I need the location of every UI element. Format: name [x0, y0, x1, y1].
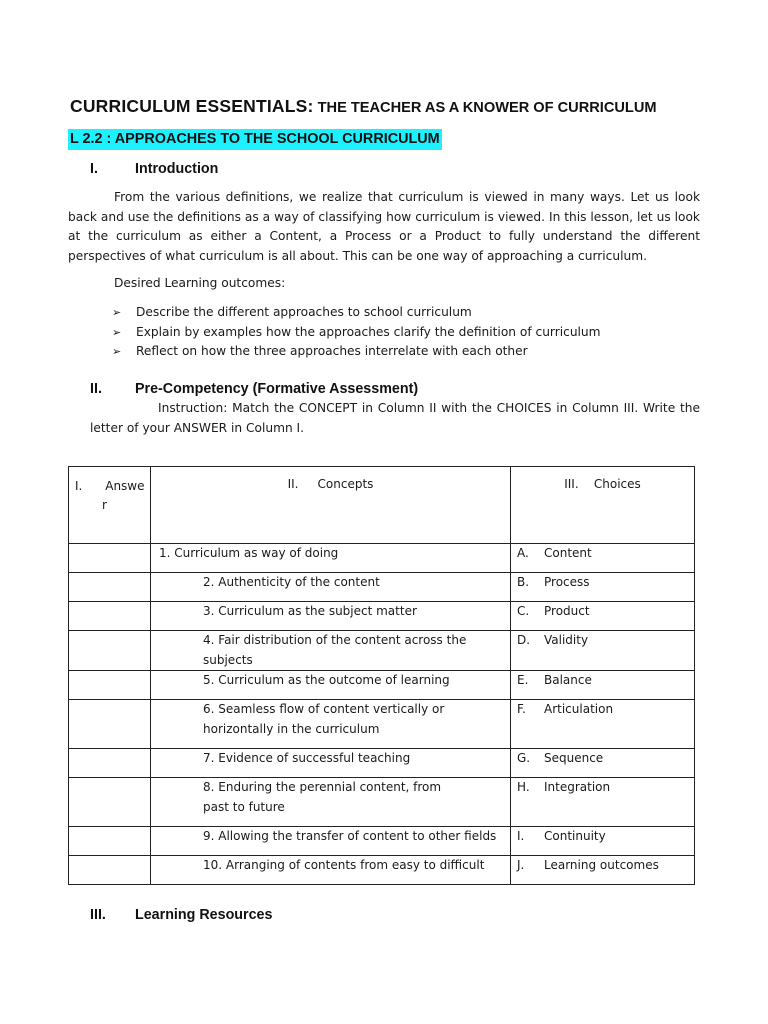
- list-item: ➢ Explain by examples how the approaches clarify the definition of curriculum: [112, 323, 601, 343]
- outcomes-label: Desired Learning outcomes:: [114, 276, 286, 290]
- title-sub: THE TEACHER AS A KNOWER OF CURRICULUM: [313, 100, 657, 116]
- section-3-title: Learning Resources: [135, 907, 273, 923]
- column-header-choices: III. Choices: [511, 467, 695, 544]
- table-row: [69, 700, 695, 749]
- choice-cell: I. Continuity: [511, 827, 695, 856]
- concept-cell: 7. Evidence of successful teaching: [151, 749, 511, 778]
- answer-cell[interactable]: [69, 749, 151, 778]
- section-2-heading: [90, 379, 418, 399]
- concept-cell: 3. Curriculum as the subject matter: [151, 602, 511, 631]
- choice-cell: B. Process: [511, 573, 695, 602]
- section-2-number: II.: [90, 381, 102, 397]
- intro-paragraph: From the various definitions, we realize that curriculum is viewed in many ways. Let us look back and use the definitions as a way of classifying how curriculum is viewed. In this lesson, let us look at the curriculum as either a Content, a Process or a Product to fully understand the different perspectives of what curriculum is all about. This can be one way of approaching a curriculum.: [68, 190, 700, 264]
- table-header-row: [69, 467, 695, 544]
- section-1-heading: [90, 159, 218, 179]
- concept-cell: 1. Curriculum as way of doing: [151, 544, 511, 573]
- choice-cell: F. Articulation: [511, 700, 695, 749]
- table-row: [69, 544, 695, 573]
- list-item: ➢ Describe the different approaches to school curriculum: [112, 303, 601, 323]
- title-main: CURRICULUM ESSENTIALS:: [70, 96, 314, 116]
- outcomes-list: [112, 303, 601, 362]
- section-3-number: III.: [90, 907, 106, 923]
- answer-cell[interactable]: [69, 573, 151, 602]
- instruction-text: Instruction: Match the CONCEPT in Column II with the CHOICES in Column III. Write the letter of your ANSWER in Column I.: [90, 401, 700, 435]
- table-row: [69, 749, 695, 778]
- section-2-title: Pre-Competency (Formative Assessment): [135, 381, 419, 397]
- concept-cell: 2. Authenticity of the content: [151, 573, 511, 602]
- choice-cell: E. Balance: [511, 671, 695, 700]
- choice-cell: G. Sequence: [511, 749, 695, 778]
- table-row: [69, 856, 695, 885]
- table-row: [69, 631, 695, 671]
- answer-cell[interactable]: [69, 856, 151, 885]
- choice-cell: D. Validity: [511, 631, 695, 671]
- column-header-answer: I. Answe r: [69, 467, 151, 544]
- table-row: [69, 602, 695, 631]
- list-item: ➢ Reflect on how the three approaches interrelate with each other: [112, 342, 601, 362]
- concept-cell: 5. Curriculum as the outcome of learning: [151, 671, 511, 700]
- table-row: [69, 778, 695, 827]
- table-row: [69, 671, 695, 700]
- matching-table: [68, 466, 695, 885]
- choice-cell: C. Product: [511, 602, 695, 631]
- answer-cell[interactable]: [69, 671, 151, 700]
- section-3-heading: [90, 905, 272, 925]
- arrow-bullet-icon: ➢: [112, 325, 122, 339]
- concept-cell: 8. Enduring the perennial content, from past to future: [151, 778, 511, 827]
- concept-cell: 9. Allowing the transfer of content to other fields: [151, 827, 511, 856]
- table-row: [69, 827, 695, 856]
- answer-cell[interactable]: [69, 602, 151, 631]
- arrow-bullet-icon: ➢: [112, 306, 122, 319]
- choice-cell: J. Learning outcomes: [511, 856, 695, 885]
- concept-cell: 4. Fair distribution of the content across the subjects: [151, 631, 511, 671]
- concept-cell: 6. Seamless flow of content vertically or horizontally in the curriculum: [151, 700, 511, 749]
- answer-cell[interactable]: [69, 700, 151, 749]
- section-1-number: I.: [90, 161, 98, 177]
- arrow-bullet-icon: ➢: [112, 345, 122, 358]
- answer-cell[interactable]: [69, 778, 151, 827]
- answer-cell[interactable]: [69, 631, 151, 671]
- concept-cell: 10. Arranging of contents from easy to difficult: [151, 856, 511, 885]
- choice-cell: H. Integration: [511, 778, 695, 827]
- lesson-heading: L 2.2 : APPROACHES TO THE SCHOOL CURRICULUM: [68, 129, 442, 150]
- answer-cell[interactable]: [69, 544, 151, 573]
- table-row: [69, 573, 695, 602]
- document-title: [70, 96, 750, 117]
- choice-cell: A. Content: [511, 544, 695, 573]
- answer-cell[interactable]: [69, 827, 151, 856]
- section-1-title: Introduction: [135, 161, 219, 177]
- column-header-concepts: II. Concepts: [151, 467, 511, 544]
